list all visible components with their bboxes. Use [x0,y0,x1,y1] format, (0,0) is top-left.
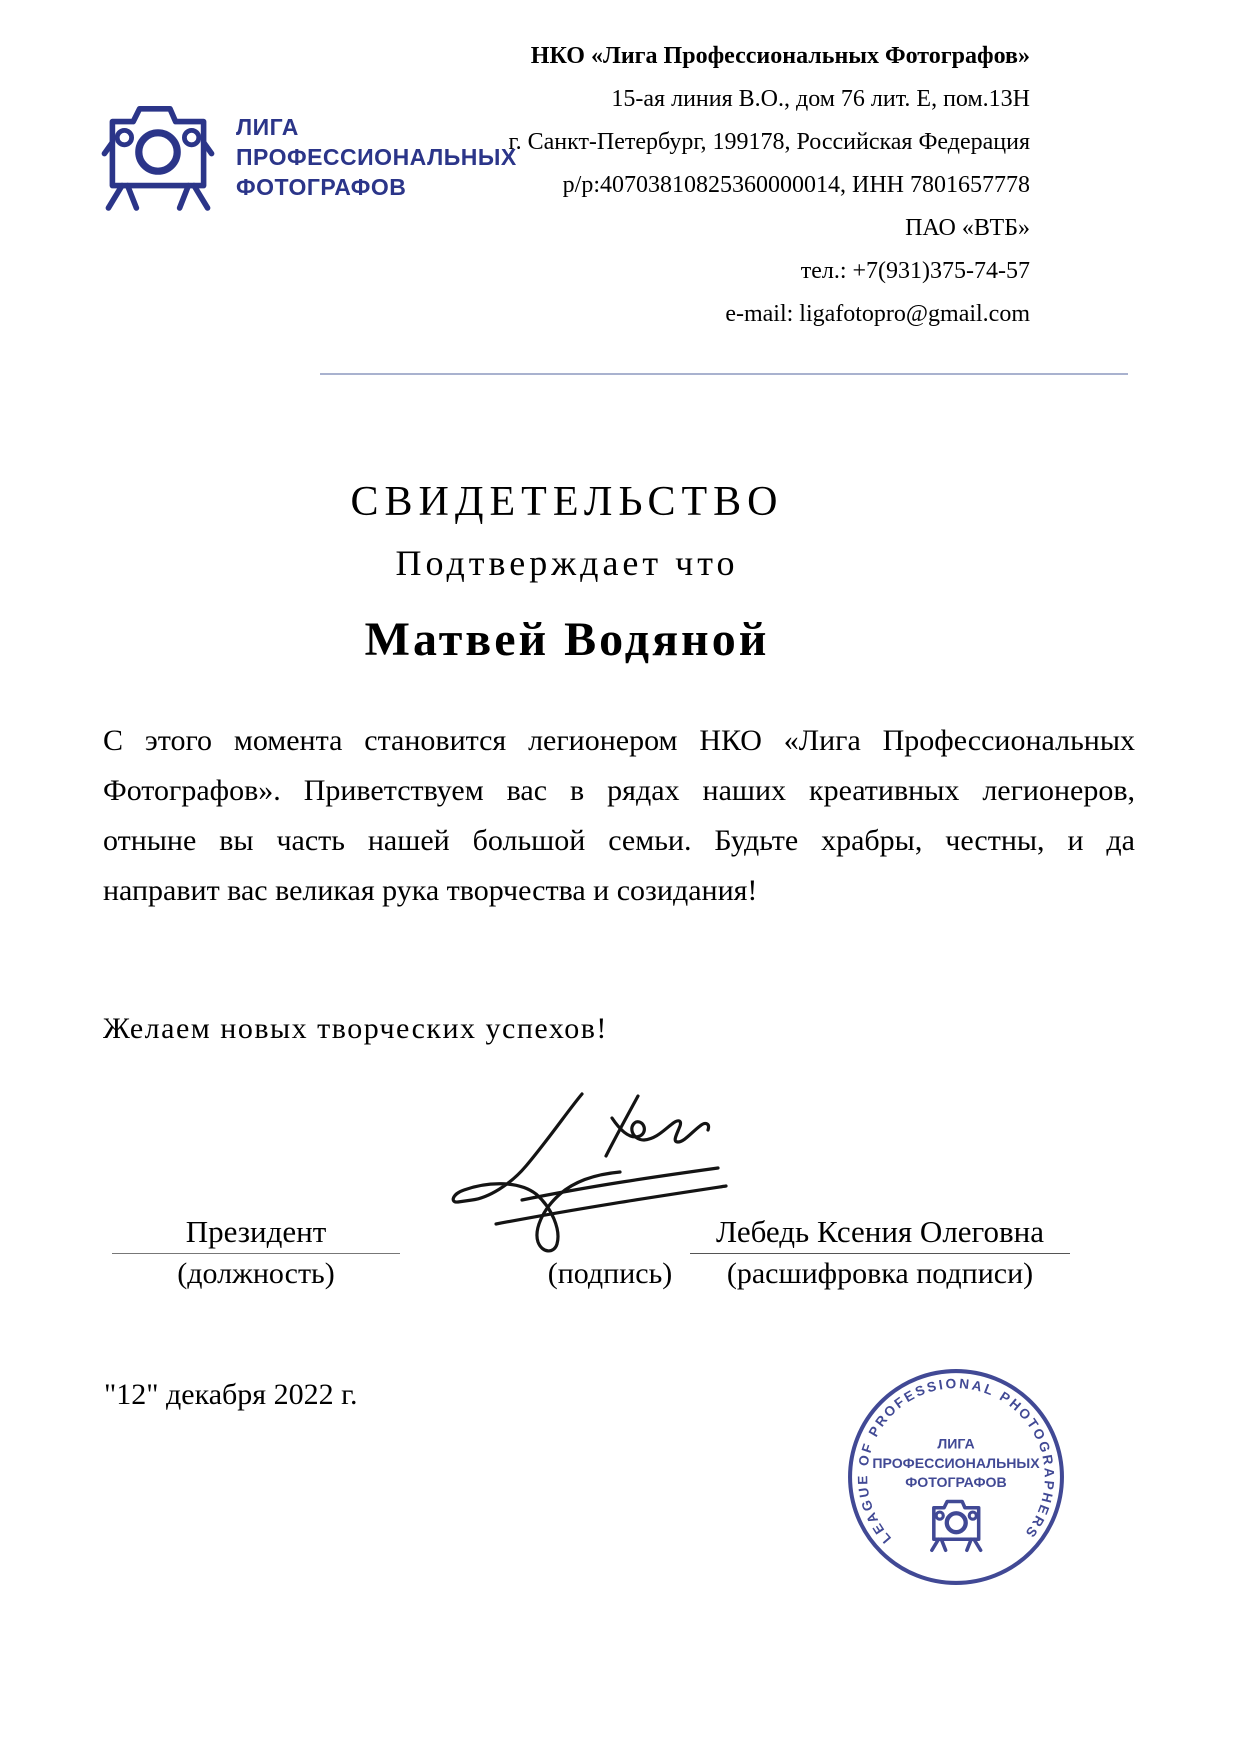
logo-line-1: ЛИГА [236,114,299,140]
org-email-line: e-mail: ligafotopro@gmail.com [725,301,1030,327]
signature-caption: (подпись) [547,1257,673,1290]
name-caption: (расшифровка подписи) [726,1257,1034,1290]
date-line: "12" декабря 2022 г. [104,1378,358,1411]
wish-line: Желаем новых творческих успехов! [103,1012,608,1045]
org-address-line-2: г. Санкт-Петербург, 199178, Российская Федерация [508,129,1030,155]
logo-line-3: ФОТОГРАФОВ [236,174,407,200]
recipient-name: Матвей Водяной [364,613,770,666]
name-field: Лебедь Ксения Олеговна [690,1214,1070,1254]
letterhead [330,35,1030,336]
stamp-line-2: ПРОФЕССИОНАЛЬНЫХ [872,1454,1040,1471]
position-field: Президент [112,1214,400,1254]
body-line: С этого момента становится легионером НКО «Лига Профессиональных [103,724,1135,757]
stamp-line-3: ФОТОГРАФОВ [905,1474,1007,1491]
camera-logo-icon [98,96,218,216]
body-line: Фотографов». Приветствуем вас в рядах наших креативных легионеров, [103,774,1135,807]
stamp-ring-text: LEAGUE OF PROFESSIONAL PHOTOGRAPHERS [855,1375,1057,1547]
body-line: направит вас великая рука творчества и созидания! [103,874,758,907]
org-name: НКО «Лига Профессиональных Фотографов» [530,43,1030,69]
org-stamp [845,1366,1067,1588]
stamp-camera-icon [932,1501,981,1550]
org-bank-line: ПАО «ВТБ» [905,215,1030,241]
position-caption: (должность) [177,1257,335,1290]
org-phone-line: тел.: +7(931)375-74-57 [800,258,1030,284]
certificate-subtitle: Подтверждает что [395,543,739,583]
letterhead-divider [320,373,1128,375]
stamp-line-1: ЛИГА [937,1435,975,1452]
org-address-line-1: 15-ая линия В.О., дом 76 лит. Е, пом.13Н [611,86,1030,112]
logo-line-2: ПРОФЕССИОНАЛЬНЫХ [236,144,517,170]
certificate-title: СВИДЕТЕЛЬСТВО [350,479,784,525]
body-line: отныне вы часть нашей большой семьи. Будьте храбры, честны, и да [103,824,1135,857]
org-account-line: р/р:40703810825360000014, ИНН 7801657778 [562,172,1030,198]
certificate-body [103,716,1135,916]
